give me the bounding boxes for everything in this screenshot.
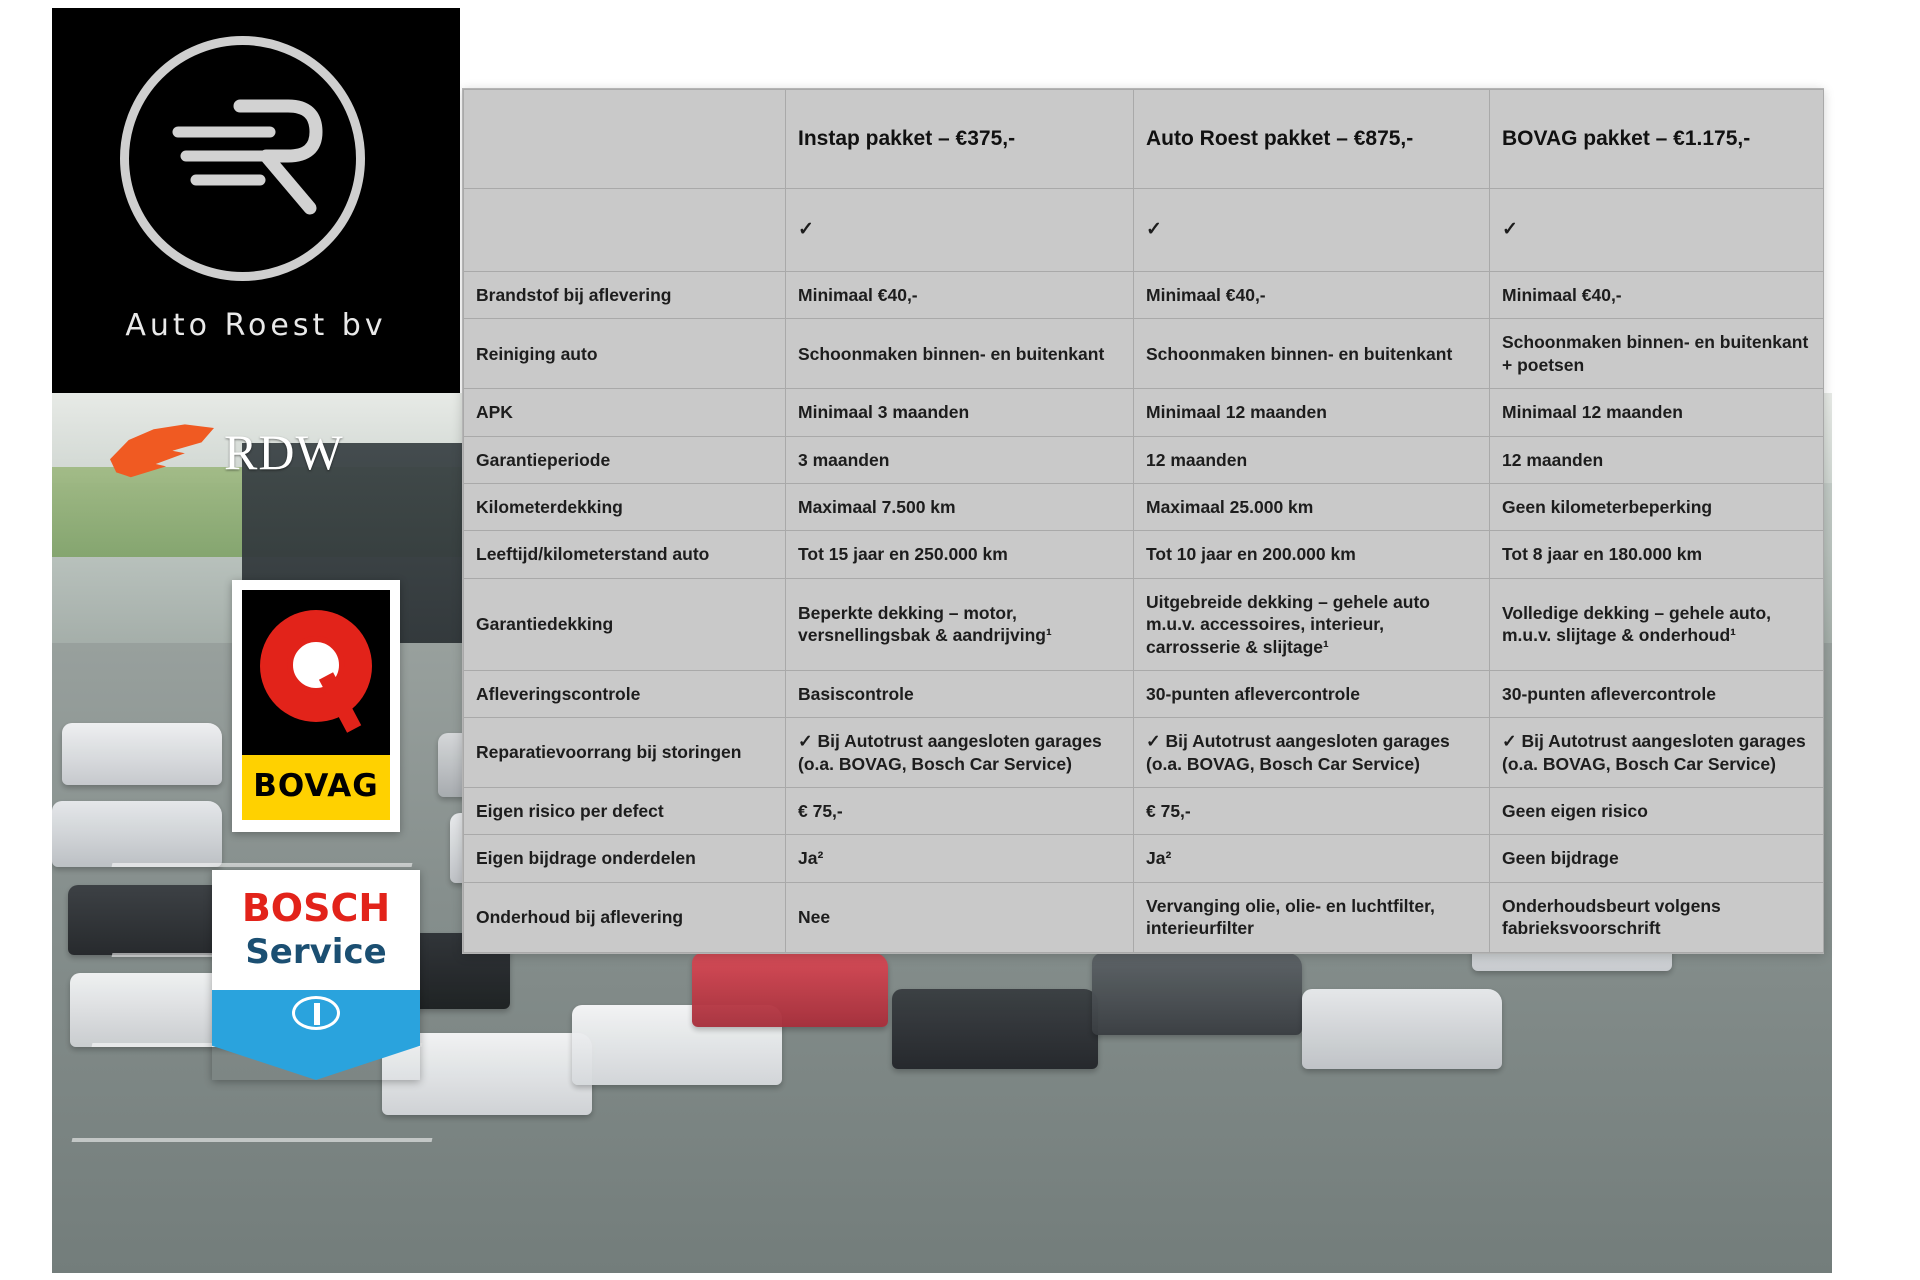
row-cell: Ja² bbox=[786, 835, 1134, 882]
row-cell: Nee bbox=[786, 882, 1134, 952]
row-cell: 12 maanden bbox=[1134, 436, 1490, 483]
row-cell: 12 maanden bbox=[1490, 436, 1824, 483]
row-cell: Minimaal 12 maanden bbox=[1134, 389, 1490, 436]
row-label: Garantieperiode bbox=[464, 436, 786, 483]
photo-car bbox=[892, 989, 1098, 1069]
table-row bbox=[464, 531, 1824, 578]
table-row bbox=[464, 389, 1824, 436]
photo-car bbox=[52, 801, 222, 867]
row-label: Garantiedekking bbox=[464, 578, 786, 670]
row-label: Eigen bijdrage onderdelen bbox=[464, 835, 786, 882]
table-header-instap: Instap pakket – €375,- bbox=[786, 90, 1134, 189]
package-comparison-table bbox=[462, 88, 1824, 954]
photo-lot-stripe bbox=[72, 1138, 433, 1142]
row-label bbox=[464, 189, 786, 272]
row-label: Reiniging auto bbox=[464, 319, 786, 389]
partner-logo-rdw bbox=[110, 412, 450, 492]
row-cell: Ja² bbox=[1134, 835, 1490, 882]
check-icon: ✓ bbox=[1134, 189, 1490, 272]
row-cell: ✓ Bij Autotrust aangesloten garages (o.a. BOVAG, Bosch Car Service) bbox=[1490, 718, 1824, 788]
table-row bbox=[464, 788, 1824, 835]
table-header-blank bbox=[464, 90, 786, 189]
row-cell: Schoonmaken binnen- en buitenkant bbox=[786, 319, 1134, 389]
bosch-armature-icon bbox=[292, 996, 340, 1030]
row-cell: Minimaal €40,- bbox=[1134, 272, 1490, 319]
row-cell: Geen eigen risico bbox=[1490, 788, 1824, 835]
check-icon: ✓ bbox=[1490, 189, 1824, 272]
table-row bbox=[464, 319, 1824, 389]
table-row bbox=[464, 436, 1824, 483]
row-label: Afleveringscontrole bbox=[464, 670, 786, 717]
row-cell: Schoonmaken binnen- en buitenkant + poetsen bbox=[1490, 319, 1824, 389]
row-cell: Volledige dekking – gehele auto, m.u.v. slijtage & onderhoud¹ bbox=[1490, 578, 1824, 670]
photo-car bbox=[692, 953, 888, 1027]
row-cell: ✓ Bij Autotrust aangesloten garages (o.a. BOVAG, Bosch Car Service) bbox=[786, 718, 1134, 788]
table-row bbox=[464, 483, 1824, 530]
table-row bbox=[464, 189, 1824, 272]
photo-car bbox=[62, 723, 222, 785]
partner-logo-bosch-service bbox=[212, 870, 420, 1080]
row-cell: Beperkte dekking – motor, versnellingsbak & aandrijving¹ bbox=[786, 578, 1134, 670]
row-cell: Minimaal 3 maanden bbox=[786, 389, 1134, 436]
row-cell: Maximaal 7.500 km bbox=[786, 483, 1134, 530]
row-label: Brandstof bij aflevering bbox=[464, 272, 786, 319]
row-cell: Vervanging olie, olie- en luchtfilter, interieurfilter bbox=[1134, 882, 1490, 952]
table-row bbox=[464, 670, 1824, 717]
bosch-label: BOSCH bbox=[241, 886, 391, 930]
rdw-bird-icon bbox=[110, 422, 214, 482]
partner-logo-bovag bbox=[232, 580, 400, 832]
row-cell: Tot 15 jaar en 250.000 km bbox=[786, 531, 1134, 578]
bovag-label: BOVAG bbox=[253, 768, 379, 804]
row-cell: € 75,- bbox=[786, 788, 1134, 835]
row-cell: Tot 8 jaar en 180.000 km bbox=[1490, 531, 1824, 578]
row-cell: ✓ Bij Autotrust aangesloten garages (o.a. BOVAG, Bosch Car Service) bbox=[1134, 718, 1490, 788]
photo-car bbox=[1092, 953, 1302, 1035]
brand-name: Auto Roest bv bbox=[125, 308, 387, 343]
row-label: APK bbox=[464, 389, 786, 436]
bosch-service-label: Service bbox=[245, 932, 387, 972]
table-header-bovag: BOVAG pakket – €1.175,- bbox=[1490, 90, 1824, 189]
table-row bbox=[464, 835, 1824, 882]
table-row bbox=[464, 882, 1824, 952]
row-cell: € 75,- bbox=[1134, 788, 1490, 835]
row-label: Leeftijd/kilometerstand auto bbox=[464, 531, 786, 578]
table-header-row bbox=[464, 90, 1824, 189]
row-label: Kilometerdekking bbox=[464, 483, 786, 530]
row-cell: 3 maanden bbox=[786, 436, 1134, 483]
logo-ring bbox=[120, 36, 365, 281]
table-header-auto-roest: Auto Roest pakket – €875,- bbox=[1134, 90, 1490, 189]
rdw-label: RDW bbox=[224, 424, 344, 480]
row-cell: Schoonmaken binnen- en buitenkant bbox=[1134, 319, 1490, 389]
row-cell: Basiscontrole bbox=[786, 670, 1134, 717]
auto-roest-logo-icon bbox=[120, 36, 365, 281]
row-cell: Maximaal 25.000 km bbox=[1134, 483, 1490, 530]
row-label: Reparatievoorrang bij storingen bbox=[464, 718, 786, 788]
row-label: Eigen risico per defect bbox=[464, 788, 786, 835]
row-cell: Minimaal 12 maanden bbox=[1490, 389, 1824, 436]
row-cell: Geen kilometerbeperking bbox=[1490, 483, 1824, 530]
check-icon: ✓ bbox=[786, 189, 1134, 272]
row-cell: Uitgebreide dekking – gehele auto m.u.v. accessoires, interieur, carrosserie & slijtage¹ bbox=[1134, 578, 1490, 670]
row-cell: Geen bijdrage bbox=[1490, 835, 1824, 882]
row-cell: Minimaal €40,- bbox=[786, 272, 1134, 319]
photo-car bbox=[1302, 989, 1502, 1069]
row-cell: Minimaal €40,- bbox=[1490, 272, 1824, 319]
row-cell: Onderhoudsbeurt volgens fabrieksvoorschrift bbox=[1490, 882, 1824, 952]
row-cell: 30-punten aflevercontrole bbox=[1134, 670, 1490, 717]
table-row bbox=[464, 272, 1824, 319]
row-cell: Tot 10 jaar en 200.000 km bbox=[1134, 531, 1490, 578]
table-row bbox=[464, 718, 1824, 788]
row-label: Onderhoud bij aflevering bbox=[464, 882, 786, 952]
photo-lot-stripe bbox=[112, 863, 413, 867]
table-row bbox=[464, 578, 1824, 670]
brand-logo-panel bbox=[52, 8, 460, 393]
row-cell: 30-punten aflevercontrole bbox=[1490, 670, 1824, 717]
